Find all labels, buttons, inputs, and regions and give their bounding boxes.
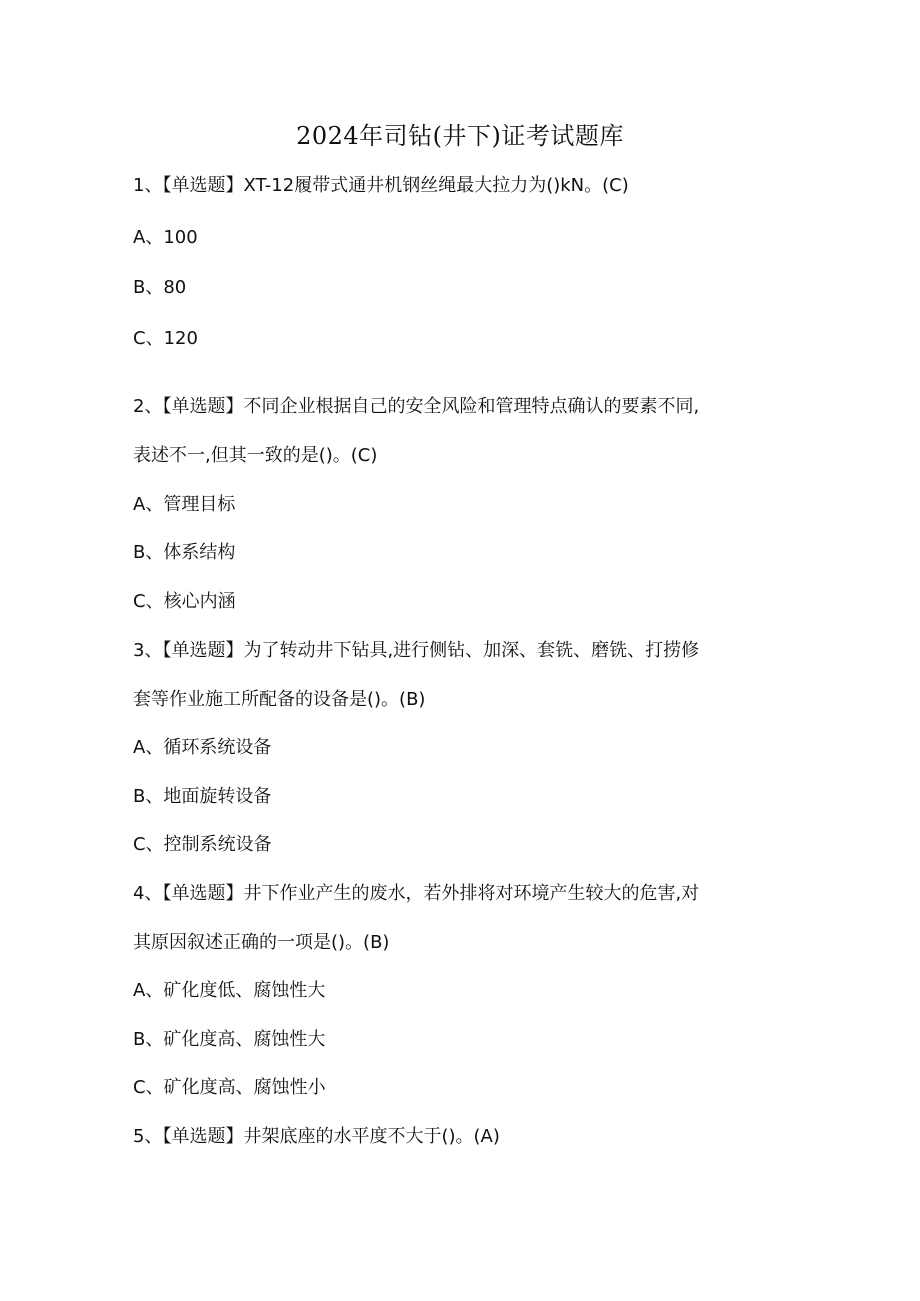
question-3-option-a: A、循环系统设备 bbox=[133, 737, 272, 758]
question-1-stem: 1、【单选题】XT-12履带式通井机钢丝绳最大拉力为()kN。(C) bbox=[133, 175, 629, 196]
question-1-option-c: C、120 bbox=[133, 328, 198, 349]
question-2-option-b: B、体系结构 bbox=[133, 542, 236, 563]
question-4-stem-line1: 4、【单选题】井下作业产生的废水，若外排将对环境产生较大的危害,对 bbox=[133, 883, 700, 904]
question-4-option-c: C、矿化度高、腐蚀性小 bbox=[133, 1077, 326, 1098]
question-2-stem-line2: 表述不一,但其一致的是()。(C) bbox=[133, 445, 378, 466]
question-3-option-b: B、地面旋转设备 bbox=[133, 786, 272, 807]
question-4-option-a: A、矿化度低、腐蚀性大 bbox=[133, 980, 326, 1001]
question-1-option-b: B、80 bbox=[133, 277, 187, 298]
question-2-option-a: A、管理目标 bbox=[133, 494, 236, 515]
question-5-stem: 5、【单选题】井架底座的水平度不大于()。(A) bbox=[133, 1126, 500, 1147]
question-4-stem-line2: 其原因叙述正确的一项是()。(B) bbox=[133, 932, 390, 953]
question-3-option-c: C、控制系统设备 bbox=[133, 834, 272, 855]
question-1-option-a: A、100 bbox=[133, 227, 198, 248]
question-4-option-b: B、矿化度高、腐蚀性大 bbox=[133, 1029, 326, 1050]
question-2-option-c: C、核心内涵 bbox=[133, 591, 236, 612]
document-title: 2024年司钻(井下)证考试题库 bbox=[296, 122, 624, 150]
question-2-stem-line1: 2、【单选题】不同企业根据自己的安全风险和管理特点确认的要素不同, bbox=[133, 396, 700, 417]
question-3-stem-line2: 套等作业施工所配备的设备是()。(B) bbox=[133, 689, 426, 710]
question-3-stem-line1: 3、【单选题】为了转动井下钻具,进行侧钻、加深、套铣、磨铣、打捞修 bbox=[133, 640, 700, 661]
